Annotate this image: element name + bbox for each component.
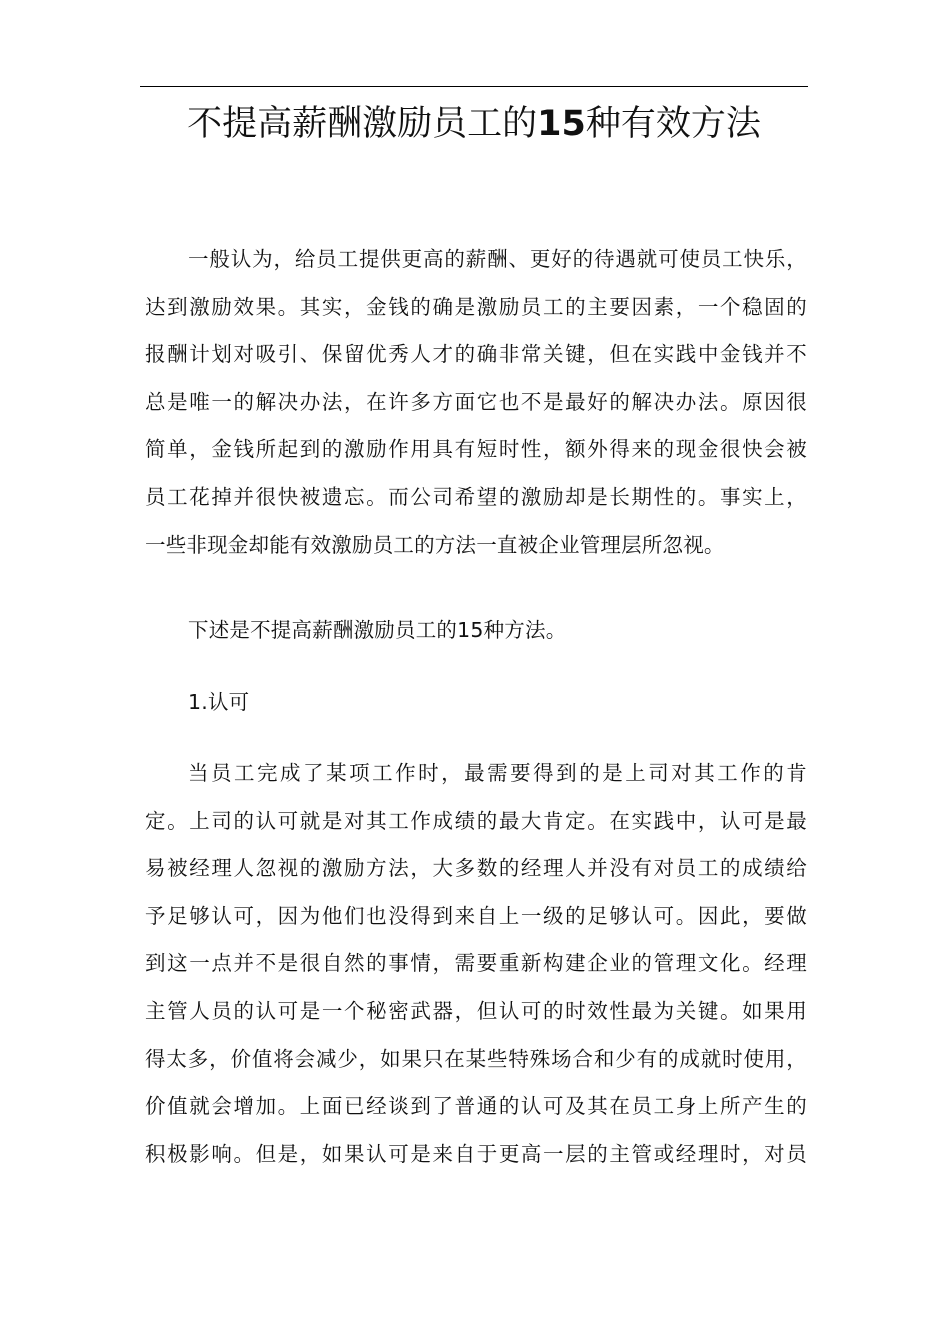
recognition-line: 主管人员的认可是一个秘密武器，但认可的时效性最为关键。如果用 <box>145 998 807 1023</box>
intro-line: 达到激励效果。其实，金钱的确是激励员工的主要因素，一个稳固的 <box>145 294 807 319</box>
intro-line: 报酬计划对吸引、保留优秀人才的确非常关键，但在实践中金钱并不 <box>145 342 807 367</box>
section-heading-text: 认可 <box>207 690 250 714</box>
recognition-line: 价值就会增加。上面已经谈到了普通的认可及其在员工身上所产生的 <box>145 1094 807 1119</box>
intro-line: 简单，金钱所起到的激励作用具有短时性，额外得来的现金很快会被 <box>145 437 807 462</box>
recognition-line: 到这一点并不是很自然的事情，需要重新构建企业的管理文化。经理 <box>145 951 807 976</box>
lead-suffix: 种方法。 <box>483 618 567 642</box>
lead-prefix: 下述是不提高薪酬激励员工的 <box>188 618 458 642</box>
intro-line: 总是唯一的解决办法，在许多方面它也不是最好的解决办法。原因很 <box>145 389 807 414</box>
intro-line: 员工花掉并很快被遗忘。而公司希望的激励却是长期性的。事实上， <box>145 484 807 509</box>
section-heading <box>145 679 807 727</box>
intro-line: 一些非现金却能有效激励员工的方法一直被企业管理层所忽视。 <box>145 532 725 557</box>
document-title <box>140 101 808 147</box>
recognition-line: 积极影响。但是，如果认可是来自于更高一层的主管或经理时，对员 <box>145 1141 807 1166</box>
recognition-line: 定。上司的认可就是对其工作成绩的最大肯定。在实践中，认可是最 <box>145 808 807 833</box>
intro-paragraph <box>145 236 807 569</box>
lead-number: 15 <box>457 618 484 642</box>
lead-paragraph <box>145 607 807 655</box>
intro-line: 一般认为，给员工提供更高的薪酬、更好的待遇就可使员工快乐， <box>188 247 807 271</box>
header-rule <box>140 86 808 87</box>
title-number: 15 <box>537 104 586 144</box>
recognition-line: 得太多，价值将会减少，如果只在某些特殊场合和少有的成就时使用， <box>145 1046 807 1071</box>
recognition-line: 易被经理人忽视的激励方法，大多数的经理人并没有对员工的成绩给 <box>145 856 807 881</box>
recognition-line: 当员工完成了某项工作时，最需要得到的是上司对其工作的肯 <box>188 761 807 785</box>
title-prefix: 不提高薪酬激励员工的 <box>187 104 538 144</box>
recognition-paragraph <box>145 750 807 1178</box>
section-number: 1. <box>188 690 208 714</box>
recognition-line: 予足够认可，因为他们也没得到来自上一级的足够认可。因此，要做 <box>145 903 807 928</box>
title-suffix: 种有效方法 <box>585 104 761 144</box>
